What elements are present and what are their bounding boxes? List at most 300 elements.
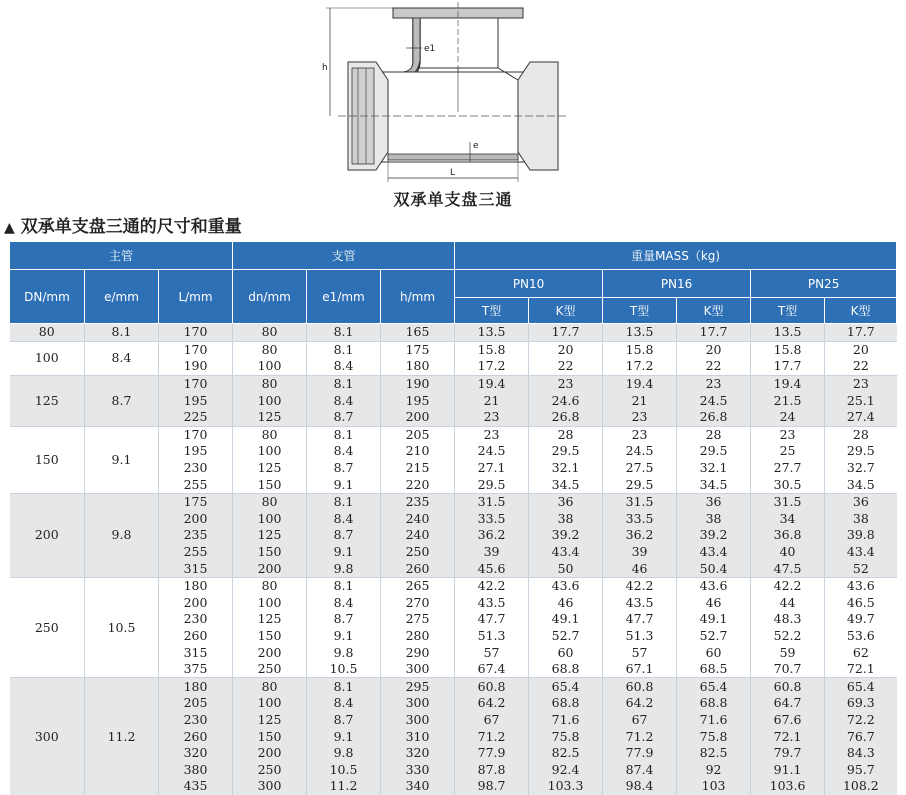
cell-pn10-k: 39.2 bbox=[529, 527, 603, 544]
cell-pn16-k: 68.5 bbox=[677, 661, 751, 678]
table-row bbox=[10, 577, 897, 594]
cell-pn10-t: 15.8 bbox=[455, 341, 529, 358]
cell-pn25-k: 29.5 bbox=[825, 443, 897, 460]
cell-h: 290 bbox=[381, 644, 455, 661]
cell-pn25-k: 62 bbox=[825, 644, 897, 661]
cell-pn25-t: 91.1 bbox=[751, 761, 825, 778]
cell-pn10-t: 98.7 bbox=[455, 778, 529, 795]
cell-pn16-t: 42.2 bbox=[603, 577, 677, 594]
cell-h: 275 bbox=[381, 611, 455, 628]
cell-pn10-k: 43.4 bbox=[529, 544, 603, 561]
header-pn10-k: K型 bbox=[529, 298, 603, 324]
cell-pn10-k: 17.7 bbox=[529, 324, 603, 342]
header-pn25: PN25 bbox=[751, 270, 897, 298]
cell-pn10-k: 71.6 bbox=[529, 712, 603, 729]
cell-pn10-t: 77.9 bbox=[455, 745, 529, 762]
cell-e: 8.1 bbox=[85, 324, 159, 342]
table-row bbox=[10, 341, 897, 358]
cell-L: 195 bbox=[159, 443, 233, 460]
cell-pn25-k: 52 bbox=[825, 560, 897, 577]
cell-e1: 8.1 bbox=[307, 324, 381, 342]
cell-pn16-k: 50.4 bbox=[677, 560, 751, 577]
cell-pn25-t: 30.5 bbox=[751, 476, 825, 493]
cell-dn: 125 bbox=[233, 611, 307, 628]
cell-L: 225 bbox=[159, 409, 233, 426]
cell-e1: 8.7 bbox=[307, 712, 381, 729]
cell-dn: 300 bbox=[233, 778, 307, 795]
header-pn10-t: T型 bbox=[455, 298, 529, 324]
cell-e: 11.2 bbox=[85, 678, 159, 795]
cell-pn16-k: 43.6 bbox=[677, 577, 751, 594]
cell-pn16-t: 71.2 bbox=[603, 728, 677, 745]
cell-h: 205 bbox=[381, 426, 455, 443]
cell-e: 9.1 bbox=[85, 426, 159, 493]
cell-pn25-t: 13.5 bbox=[751, 324, 825, 342]
triangle-marker-icon: ▲ bbox=[4, 220, 15, 236]
cell-h: 165 bbox=[381, 324, 455, 342]
cell-pn25-t: 67.6 bbox=[751, 712, 825, 729]
cell-L: 255 bbox=[159, 476, 233, 493]
double-socket-flanged-tee-diagram bbox=[318, 2, 588, 187]
cell-pn10-t: 21 bbox=[455, 392, 529, 409]
cell-pn25-k: 53.6 bbox=[825, 628, 897, 645]
cell-pn25-t: 34 bbox=[751, 511, 825, 528]
cell-dn: 100 bbox=[233, 392, 307, 409]
cell-L: 320 bbox=[159, 745, 233, 762]
cell-dn: 80 bbox=[233, 577, 307, 594]
cell-h: 215 bbox=[381, 460, 455, 477]
cell-pn16-k: 49.1 bbox=[677, 611, 751, 628]
cell-pn10-t: 67 bbox=[455, 712, 529, 729]
cell-pn10-k: 34.5 bbox=[529, 476, 603, 493]
cell-pn10-k: 52.7 bbox=[529, 628, 603, 645]
cell-pn16-t: 27.5 bbox=[603, 460, 677, 477]
cell-dn: 100 bbox=[233, 595, 307, 612]
cell-pn25-k: 49.7 bbox=[825, 611, 897, 628]
dimensions-table-container bbox=[9, 241, 896, 795]
header-pn16-k: K型 bbox=[677, 298, 751, 324]
cell-e1: 8.7 bbox=[307, 460, 381, 477]
cell-pn16-t: 23 bbox=[603, 409, 677, 426]
cell-pn25-k: 84.3 bbox=[825, 745, 897, 762]
cell-pn16-k: 23 bbox=[677, 375, 751, 392]
cell-pn25-t: 31.5 bbox=[751, 493, 825, 510]
cell-e1: 10.5 bbox=[307, 661, 381, 678]
cell-h: 300 bbox=[381, 661, 455, 678]
cell-h: 195 bbox=[381, 392, 455, 409]
cell-e1: 9.8 bbox=[307, 560, 381, 577]
cell-L: 435 bbox=[159, 778, 233, 795]
cell-pn10-k: 75.8 bbox=[529, 728, 603, 745]
dimensions-weight-table bbox=[9, 241, 897, 795]
cell-pn16-t: 29.5 bbox=[603, 476, 677, 493]
cell-L: 380 bbox=[159, 761, 233, 778]
cell-pn16-k: 22 bbox=[677, 358, 751, 375]
cell-L: 315 bbox=[159, 560, 233, 577]
cell-pn16-k: 68.8 bbox=[677, 695, 751, 712]
cell-DN: 100 bbox=[10, 341, 85, 375]
cell-pn10-t: 60.8 bbox=[455, 678, 529, 695]
L-dimension-label: L bbox=[450, 168, 456, 178]
cell-dn: 200 bbox=[233, 644, 307, 661]
cell-pn25-k: 43.6 bbox=[825, 577, 897, 594]
cell-h: 180 bbox=[381, 358, 455, 375]
cell-pn10-k: 23 bbox=[529, 375, 603, 392]
cell-L: 375 bbox=[159, 661, 233, 678]
cell-pn16-t: 31.5 bbox=[603, 493, 677, 510]
cell-pn10-k: 60 bbox=[529, 644, 603, 661]
cell-L: 235 bbox=[159, 527, 233, 544]
cell-e1: 9.8 bbox=[307, 644, 381, 661]
cell-pn16-k: 32.1 bbox=[677, 460, 751, 477]
cell-pn25-k: 72.2 bbox=[825, 712, 897, 729]
cell-dn: 150 bbox=[233, 476, 307, 493]
cell-e1: 9.1 bbox=[307, 544, 381, 561]
cell-e1: 8.1 bbox=[307, 678, 381, 695]
cell-dn: 80 bbox=[233, 341, 307, 358]
header-branch-pipe: 支管 bbox=[233, 242, 455, 270]
cell-pn16-k: 71.6 bbox=[677, 712, 751, 729]
cell-pn16-k: 39.2 bbox=[677, 527, 751, 544]
table-row bbox=[10, 324, 897, 342]
cell-pn16-k: 82.5 bbox=[677, 745, 751, 762]
cell-h: 310 bbox=[381, 728, 455, 745]
cell-pn10-t: 23 bbox=[455, 426, 529, 443]
header-pn16-t: T型 bbox=[603, 298, 677, 324]
cell-dn: 125 bbox=[233, 460, 307, 477]
cell-pn10-k: 68.8 bbox=[529, 695, 603, 712]
cell-pn16-t: 51.3 bbox=[603, 628, 677, 645]
cell-pn25-k: 23 bbox=[825, 375, 897, 392]
cell-L: 200 bbox=[159, 511, 233, 528]
cell-dn: 200 bbox=[233, 745, 307, 762]
cell-pn16-t: 67.1 bbox=[603, 661, 677, 678]
cell-dn: 80 bbox=[233, 426, 307, 443]
cell-pn16-k: 28 bbox=[677, 426, 751, 443]
cell-pn25-t: 47.5 bbox=[751, 560, 825, 577]
cell-pn10-t: 87.8 bbox=[455, 761, 529, 778]
cell-pn25-k: 95.7 bbox=[825, 761, 897, 778]
cell-pn16-k: 38 bbox=[677, 511, 751, 528]
cell-pn25-t: 19.4 bbox=[751, 375, 825, 392]
cell-pn16-t: 77.9 bbox=[603, 745, 677, 762]
cell-dn: 125 bbox=[233, 712, 307, 729]
cell-pn25-k: 36 bbox=[825, 493, 897, 510]
cell-pn25-t: 27.7 bbox=[751, 460, 825, 477]
cell-h: 200 bbox=[381, 409, 455, 426]
cell-pn16-k: 46 bbox=[677, 595, 751, 612]
cell-pn10-k: 65.4 bbox=[529, 678, 603, 695]
cell-pn16-t: 33.5 bbox=[603, 511, 677, 528]
cell-pn25-t: 25 bbox=[751, 443, 825, 460]
cell-h: 295 bbox=[381, 678, 455, 695]
cell-dn: 200 bbox=[233, 560, 307, 577]
cell-L: 170 bbox=[159, 426, 233, 443]
cell-pn10-t: 29.5 bbox=[455, 476, 529, 493]
cell-pn16-t: 57 bbox=[603, 644, 677, 661]
cell-h: 300 bbox=[381, 695, 455, 712]
cell-pn10-t: 19.4 bbox=[455, 375, 529, 392]
cell-h: 320 bbox=[381, 745, 455, 762]
cell-DN: 300 bbox=[10, 678, 85, 795]
h-dimension-label: h bbox=[322, 63, 328, 73]
cell-pn10-k: 68.8 bbox=[529, 661, 603, 678]
cell-dn: 80 bbox=[233, 493, 307, 510]
cell-dn: 125 bbox=[233, 527, 307, 544]
cell-pn25-t: 36.8 bbox=[751, 527, 825, 544]
header-e1: e1/mm bbox=[307, 270, 381, 324]
cell-L: 195 bbox=[159, 392, 233, 409]
cell-dn: 100 bbox=[233, 695, 307, 712]
cell-e1: 10.5 bbox=[307, 761, 381, 778]
tee-drawing bbox=[318, 2, 588, 187]
cell-dn: 150 bbox=[233, 728, 307, 745]
cell-pn10-k: 103.3 bbox=[529, 778, 603, 795]
cell-pn25-t: 24 bbox=[751, 409, 825, 426]
cell-pn25-k: 17.7 bbox=[825, 324, 897, 342]
cell-pn25-k: 20 bbox=[825, 341, 897, 358]
cell-e1: 8.4 bbox=[307, 392, 381, 409]
cell-pn25-t: 21.5 bbox=[751, 392, 825, 409]
cell-e: 9.8 bbox=[85, 493, 159, 577]
cell-pn10-t: 31.5 bbox=[455, 493, 529, 510]
cell-pn10-k: 29.5 bbox=[529, 443, 603, 460]
cell-pn10-k: 43.6 bbox=[529, 577, 603, 594]
cell-pn10-k: 50 bbox=[529, 560, 603, 577]
cell-pn16-k: 52.7 bbox=[677, 628, 751, 645]
cell-pn16-t: 17.2 bbox=[603, 358, 677, 375]
table-row bbox=[10, 678, 897, 695]
cell-DN: 200 bbox=[10, 493, 85, 577]
cell-h: 300 bbox=[381, 712, 455, 729]
cell-e1: 8.4 bbox=[307, 595, 381, 612]
cell-e1: 8.7 bbox=[307, 611, 381, 628]
cell-h: 265 bbox=[381, 577, 455, 594]
cell-L: 180 bbox=[159, 577, 233, 594]
cell-pn25-t: 48.3 bbox=[751, 611, 825, 628]
cell-pn16-k: 26.8 bbox=[677, 409, 751, 426]
cell-pn25-k: 32.7 bbox=[825, 460, 897, 477]
cell-pn25-t: 70.7 bbox=[751, 661, 825, 678]
header-e: e/mm bbox=[85, 270, 159, 324]
cell-L: 170 bbox=[159, 375, 233, 392]
cell-dn: 80 bbox=[233, 375, 307, 392]
cell-dn: 80 bbox=[233, 324, 307, 342]
cell-pn16-t: 13.5 bbox=[603, 324, 677, 342]
cell-e1: 9.8 bbox=[307, 745, 381, 762]
cell-L: 230 bbox=[159, 611, 233, 628]
cell-L: 180 bbox=[159, 678, 233, 695]
cell-pn25-t: 59 bbox=[751, 644, 825, 661]
cell-e1: 8.1 bbox=[307, 375, 381, 392]
cell-pn10-k: 36 bbox=[529, 493, 603, 510]
cell-L: 260 bbox=[159, 628, 233, 645]
cell-L: 230 bbox=[159, 712, 233, 729]
cell-pn25-t: 79.7 bbox=[751, 745, 825, 762]
cell-pn16-t: 39 bbox=[603, 544, 677, 561]
cell-pn25-k: 38 bbox=[825, 511, 897, 528]
cell-pn25-k: 22 bbox=[825, 358, 897, 375]
cell-pn10-t: 39 bbox=[455, 544, 529, 561]
cell-h: 240 bbox=[381, 527, 455, 544]
cell-dn: 80 bbox=[233, 678, 307, 695]
cell-L: 190 bbox=[159, 358, 233, 375]
cell-pn10-k: 28 bbox=[529, 426, 603, 443]
section-title bbox=[4, 212, 242, 237]
cell-pn16-t: 24.5 bbox=[603, 443, 677, 460]
cell-pn16-k: 65.4 bbox=[677, 678, 751, 695]
cell-pn25-k: 76.7 bbox=[825, 728, 897, 745]
cell-pn10-k: 22 bbox=[529, 358, 603, 375]
cell-pn10-t: 43.5 bbox=[455, 595, 529, 612]
cell-e: 10.5 bbox=[85, 577, 159, 678]
header-pn10: PN10 bbox=[455, 270, 603, 298]
cell-pn25-k: 108.2 bbox=[825, 778, 897, 795]
cell-pn25-k: 25.1 bbox=[825, 392, 897, 409]
cell-pn10-k: 92.4 bbox=[529, 761, 603, 778]
cell-L: 175 bbox=[159, 493, 233, 510]
cell-pn25-k: 69.3 bbox=[825, 695, 897, 712]
cell-pn25-k: 43.4 bbox=[825, 544, 897, 561]
cell-pn25-t: 72.1 bbox=[751, 728, 825, 745]
cell-e1: 8.1 bbox=[307, 493, 381, 510]
cell-e1: 11.2 bbox=[307, 778, 381, 795]
cell-e1: 9.1 bbox=[307, 476, 381, 493]
cell-e1: 8.7 bbox=[307, 409, 381, 426]
header-L: L/mm bbox=[159, 270, 233, 324]
cell-pn16-k: 103 bbox=[677, 778, 751, 795]
cell-pn10-k: 24.6 bbox=[529, 392, 603, 409]
cell-pn25-k: 39.8 bbox=[825, 527, 897, 544]
cell-h: 250 bbox=[381, 544, 455, 561]
cell-e1: 8.4 bbox=[307, 358, 381, 375]
cell-e1: 8.1 bbox=[307, 577, 381, 594]
cell-e1: 8.1 bbox=[307, 426, 381, 443]
cell-h: 220 bbox=[381, 476, 455, 493]
cell-e1: 8.7 bbox=[307, 527, 381, 544]
cell-pn10-t: 51.3 bbox=[455, 628, 529, 645]
cell-e1: 8.1 bbox=[307, 341, 381, 358]
cell-pn16-k: 60 bbox=[677, 644, 751, 661]
cell-pn10-t: 64.2 bbox=[455, 695, 529, 712]
cell-pn16-t: 21 bbox=[603, 392, 677, 409]
cell-pn16-t: 47.7 bbox=[603, 611, 677, 628]
e1-dimension-label: e1 bbox=[424, 44, 436, 54]
cell-h: 190 bbox=[381, 375, 455, 392]
header-pn25-k: K型 bbox=[825, 298, 897, 324]
cell-pn10-t: 57 bbox=[455, 644, 529, 661]
cell-pn10-k: 38 bbox=[529, 511, 603, 528]
cell-pn10-t: 33.5 bbox=[455, 511, 529, 528]
drawing-caption: 双承单支盘三通 bbox=[393, 190, 513, 209]
cell-pn16-t: 98.4 bbox=[603, 778, 677, 795]
cell-h: 340 bbox=[381, 778, 455, 795]
cell-pn25-t: 103.6 bbox=[751, 778, 825, 795]
cell-pn16-t: 60.8 bbox=[603, 678, 677, 695]
cell-pn25-t: 42.2 bbox=[751, 577, 825, 594]
cell-pn10-k: 26.8 bbox=[529, 409, 603, 426]
header-mass: 重量MASS（kg) bbox=[455, 242, 897, 270]
table-row bbox=[10, 375, 897, 392]
cell-pn10-t: 45.6 bbox=[455, 560, 529, 577]
cell-pn16-t: 15.8 bbox=[603, 341, 677, 358]
cell-DN: 80 bbox=[10, 324, 85, 342]
cell-pn10-k: 46 bbox=[529, 595, 603, 612]
cell-pn16-k: 24.5 bbox=[677, 392, 751, 409]
cell-pn16-k: 43.4 bbox=[677, 544, 751, 561]
cell-dn: 150 bbox=[233, 628, 307, 645]
cell-pn25-t: 17.7 bbox=[751, 358, 825, 375]
cell-pn16-t: 67 bbox=[603, 712, 677, 729]
cell-L: 260 bbox=[159, 728, 233, 745]
cell-pn25-k: 46.5 bbox=[825, 595, 897, 612]
cell-pn25-t: 44 bbox=[751, 595, 825, 612]
cell-pn10-t: 27.1 bbox=[455, 460, 529, 477]
cell-pn16-t: 46 bbox=[603, 560, 677, 577]
header-DN: DN/mm bbox=[10, 270, 85, 324]
header-pn25-t: T型 bbox=[751, 298, 825, 324]
cell-dn: 150 bbox=[233, 544, 307, 561]
cell-h: 330 bbox=[381, 761, 455, 778]
cell-pn25-k: 28 bbox=[825, 426, 897, 443]
cell-pn10-k: 20 bbox=[529, 341, 603, 358]
cell-pn10-t: 67.4 bbox=[455, 661, 529, 678]
cell-pn10-k: 49.1 bbox=[529, 611, 603, 628]
cell-e: 8.7 bbox=[85, 375, 159, 426]
cell-pn16-k: 36 bbox=[677, 493, 751, 510]
cell-pn25-t: 15.8 bbox=[751, 341, 825, 358]
cell-pn10-t: 23 bbox=[455, 409, 529, 426]
cell-DN: 125 bbox=[10, 375, 85, 426]
cell-e: 8.4 bbox=[85, 341, 159, 375]
cell-h: 280 bbox=[381, 628, 455, 645]
cell-pn10-t: 47.7 bbox=[455, 611, 529, 628]
cell-pn25-k: 34.5 bbox=[825, 476, 897, 493]
cell-pn16-k: 92 bbox=[677, 761, 751, 778]
cell-pn16-t: 23 bbox=[603, 426, 677, 443]
cell-DN: 250 bbox=[10, 577, 85, 678]
cell-e1: 8.4 bbox=[307, 511, 381, 528]
cell-pn16-t: 36.2 bbox=[603, 527, 677, 544]
cell-L: 205 bbox=[159, 695, 233, 712]
cell-pn16-k: 75.8 bbox=[677, 728, 751, 745]
cell-pn10-t: 42.2 bbox=[455, 577, 529, 594]
cell-L: 230 bbox=[159, 460, 233, 477]
cell-pn16-k: 17.7 bbox=[677, 324, 751, 342]
cell-DN: 150 bbox=[10, 426, 85, 493]
cell-pn16-t: 87.4 bbox=[603, 761, 677, 778]
cell-pn16-t: 19.4 bbox=[603, 375, 677, 392]
cell-dn: 100 bbox=[233, 443, 307, 460]
cell-pn25-k: 72.1 bbox=[825, 661, 897, 678]
cell-dn: 100 bbox=[233, 358, 307, 375]
cell-dn: 100 bbox=[233, 511, 307, 528]
cell-e1: 9.1 bbox=[307, 728, 381, 745]
table-row bbox=[10, 426, 897, 443]
cell-L: 170 bbox=[159, 341, 233, 358]
cell-pn25-t: 52.2 bbox=[751, 628, 825, 645]
cell-pn10-t: 36.2 bbox=[455, 527, 529, 544]
cell-pn16-t: 64.2 bbox=[603, 695, 677, 712]
cell-pn25-t: 64.7 bbox=[751, 695, 825, 712]
cell-pn10-t: 24.5 bbox=[455, 443, 529, 460]
cell-h: 175 bbox=[381, 341, 455, 358]
cell-dn: 250 bbox=[233, 661, 307, 678]
cell-h: 270 bbox=[381, 595, 455, 612]
cell-e1: 9.1 bbox=[307, 628, 381, 645]
cell-pn10-k: 82.5 bbox=[529, 745, 603, 762]
cell-pn10-t: 17.2 bbox=[455, 358, 529, 375]
